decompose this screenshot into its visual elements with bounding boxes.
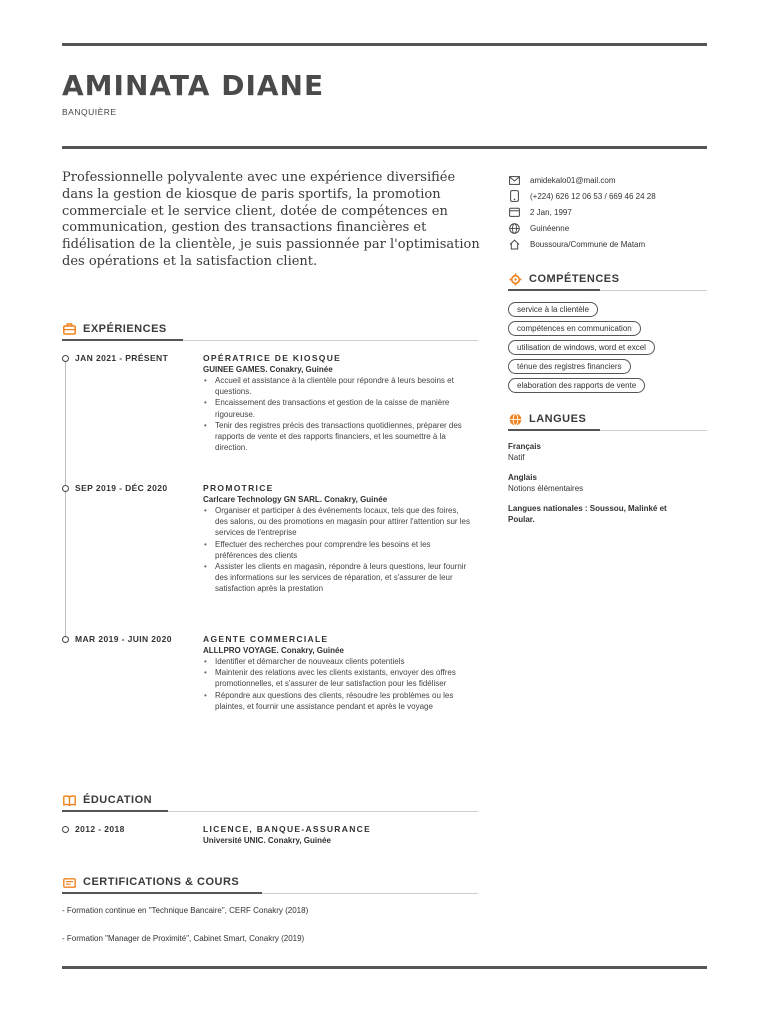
experience-date: MAR 2019 - JUIN 2020	[75, 634, 172, 644]
experience-date: JAN 2021 - PRÉSENT	[75, 353, 169, 363]
certifications-divider-accent	[62, 892, 262, 894]
contact-nationality-text: Guinéenne	[530, 223, 570, 233]
experiences-divider-accent	[62, 339, 183, 341]
certifications-heading	[62, 875, 239, 889]
language-name: Français	[508, 442, 541, 451]
certificate-icon	[62, 875, 76, 889]
skill-pill: utilisation de windows, word et excel	[508, 340, 655, 355]
job-bullets	[203, 656, 473, 712]
job-bullet: • Organiser et participer à des événements locaux, tels que des foires, des salons, ou des promotions en magasin pour attirer l'attention sur les services de l'entreprise	[203, 505, 473, 539]
contact-address-text: Boussoura/Commune de Matam	[530, 239, 646, 249]
candidate-role: BANQUIÈRE	[62, 107, 117, 117]
certifications-heading-label: CERTIFICATIONS & COURS	[83, 876, 240, 888]
experience-details	[203, 483, 473, 595]
languages-heading	[508, 412, 586, 426]
job-bullet: • Répondre aux questions des clients, résoudre les problèmes ou les plaintes, et fournir une assistance pendant et après le voyage	[203, 690, 473, 712]
job-bullet: • Encaissement des transactions et gestion de la caisse de manière rigoureuse.	[203, 397, 473, 419]
profile-summary: Professionnelle polyvalente avec une expérience diversifiée dans la gestion de kiosque de paris sportifs, la promotion commerciale et le service client, dotée de compétences en communication, gestion des transactions financières et fidélisation de la clientèle, je suis passionnée par l'optimisation des opérations et la satisfaction client.	[62, 170, 480, 269]
languages-heading-label: LANGUES	[529, 413, 587, 425]
contact-list	[508, 172, 713, 252]
contact-birthdate	[508, 204, 713, 220]
job-title: PROMOTRICE	[203, 483, 274, 493]
contact-birthdate-text: 2 Jan, 1997	[530, 207, 572, 217]
experience-details	[203, 634, 473, 712]
timeline-dot	[62, 636, 69, 643]
gear-icon	[508, 272, 522, 286]
language-name: Anglais	[508, 473, 537, 482]
top-rule	[62, 43, 707, 46]
company-name: Carlcare Technology GN SARL. Conakry, Guinée	[203, 495, 388, 504]
timeline-dot	[62, 355, 69, 362]
company-name: GUINEE GAMES. Conakry, Guinée	[203, 365, 333, 374]
education-details	[203, 824, 473, 846]
job-bullet: • Effectuer des recherches pour comprendre les besoins et les préférences des clients	[203, 539, 473, 561]
skills-heading	[508, 272, 619, 286]
contact-email-text: amidekalo01@mail.com	[530, 175, 616, 185]
skill-pill: compétences en communication	[508, 321, 641, 336]
job-bullets	[203, 375, 473, 453]
job-title: OPÉRATRICE DE KIOSQUE	[203, 353, 342, 363]
languages-divider-accent	[508, 429, 600, 431]
mail-icon	[508, 174, 521, 187]
job-title: AGENTE COMMERCIALE	[203, 634, 329, 644]
education-heading-label: ÉDUCATION	[83, 794, 153, 806]
skill-pill: elaboration des rapports de vente	[508, 378, 645, 393]
certification-item: - Formation "Manager de Proximité", Cabinet Smart, Conakry (2019)	[62, 934, 305, 943]
briefcase-icon	[62, 322, 76, 336]
skill-pill: ténue des registres financiers	[508, 359, 631, 374]
degree-title: LICENCE, BANQUE-ASSURANCE	[203, 824, 372, 834]
experiences-heading	[62, 322, 167, 336]
timeline-dot	[62, 485, 69, 492]
header-rule	[62, 146, 707, 149]
education-date: 2012 - 2018	[75, 824, 125, 834]
book-icon	[62, 793, 76, 807]
contact-nationality	[508, 220, 713, 236]
education-divider-accent	[62, 810, 168, 812]
experience-details	[203, 353, 473, 453]
skills-divider-accent	[508, 289, 600, 291]
phone-icon	[508, 190, 521, 203]
education-heading	[62, 793, 152, 807]
language-item	[508, 441, 708, 463]
experience-timeline	[65, 358, 66, 640]
skill-pill: service à la clientèle	[508, 302, 598, 317]
contact-email	[508, 172, 713, 188]
language-level: Natif	[508, 453, 525, 462]
contact-phone	[508, 188, 713, 204]
certification-item: - Formation continue en "Technique Bancaire", CERF Conakry (2018)	[62, 906, 309, 915]
language-level: Notions élémentaires	[508, 484, 584, 493]
language-item	[508, 472, 708, 494]
globe-icon	[508, 412, 522, 426]
contact-phone-text: (+224) 626 12 06 53 / 669 46 24 28	[530, 191, 656, 201]
timeline-dot	[62, 826, 69, 833]
calendar-icon	[508, 206, 521, 219]
job-bullet: • Accueil et assistance à la clientèle pour répondre à leurs besoins et questions.	[203, 375, 473, 397]
candidate-name: AMINATA DIANE	[62, 69, 325, 102]
home-icon	[508, 238, 521, 251]
job-bullet: • Tenir des registres précis des transactions quotidiennes, préparer des rapports de vente et des rapports financiers, et les soumettre à la direction.	[203, 420, 473, 454]
skills-list	[508, 302, 708, 397]
language-name: Langues nationales : Soussou, Malinké et Poular.	[508, 504, 667, 524]
bottom-rule	[62, 966, 707, 969]
job-bullets	[203, 505, 473, 595]
job-bullet: • Assister les clients en magasin, répondre à leurs questions, leur fournir des informations sur les services de réparation, et s'assurer de leur satisfaction après la prestation	[203, 561, 473, 595]
experiences-heading-label: EXPÉRIENCES	[83, 323, 167, 335]
skills-heading-label: COMPÉTENCES	[529, 273, 620, 285]
school-name: Université UNIC. Conakry, Guinée	[203, 836, 331, 845]
language-item	[508, 503, 683, 525]
globe-icon	[508, 222, 521, 235]
job-bullet: • Maintenir des relations avec les clients existants, envoyer des offres promotionnelles, et s'assurer de leur satisfaction pour les fidéliser	[203, 667, 473, 689]
experience-date: SEP 2019 - DÉC 2020	[75, 483, 168, 493]
contact-address	[508, 236, 713, 252]
job-bullet: • Identifier et démarcher de nouveaux clients potentiels	[203, 656, 473, 667]
company-name: ALLLPRO VOYAGE. Conakry, Guinée	[203, 646, 344, 655]
